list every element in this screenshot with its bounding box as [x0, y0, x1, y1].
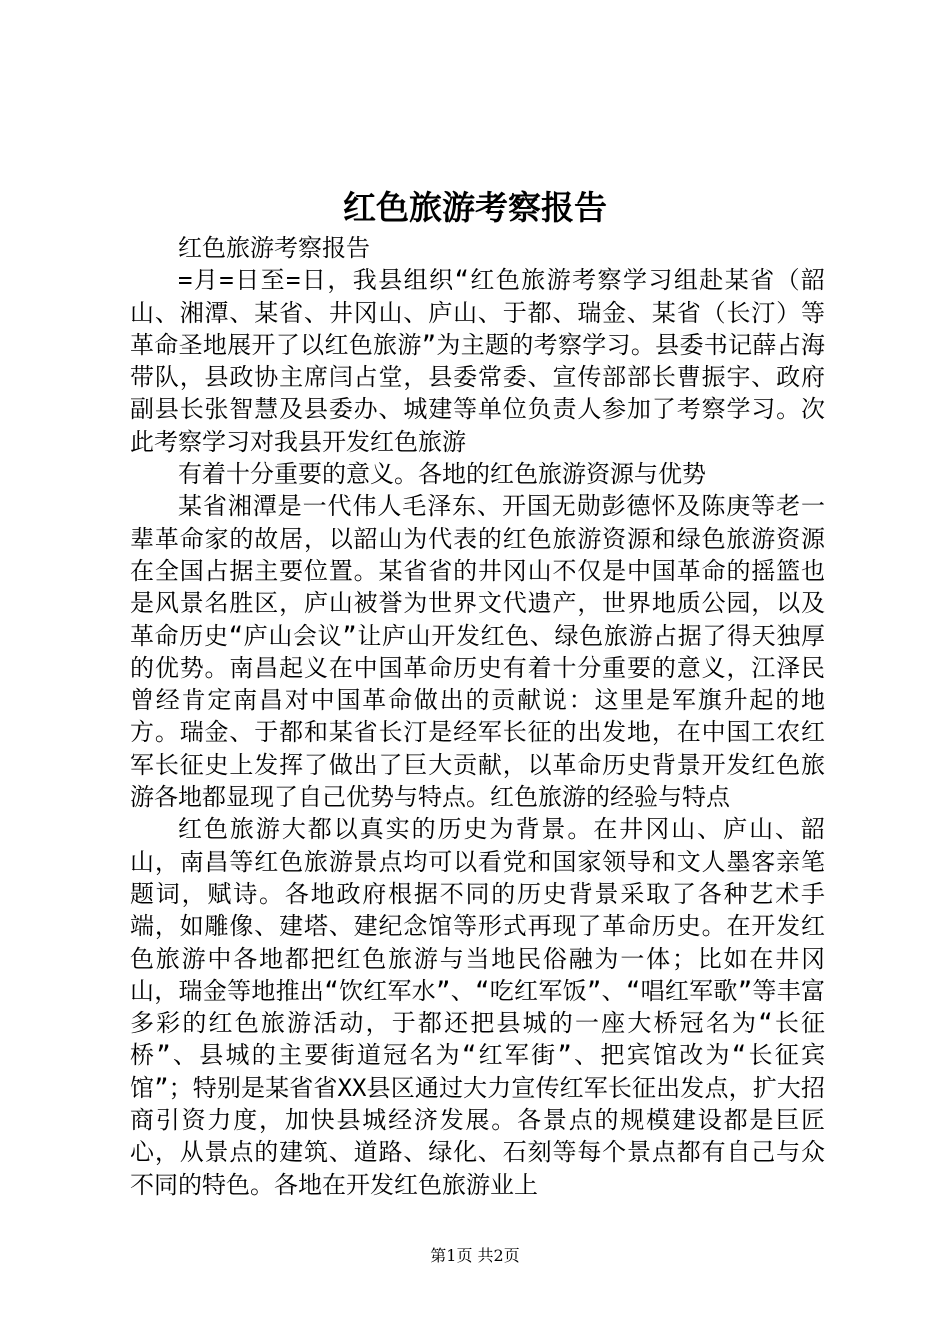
paragraph-features: 红色旅游大都以真实的历史为背景。在井冈山、庐山、韶山，南昌等红色旅游景点均可以看党和国家领导和文人墨客亲笔题词，赋诗。各地政府根据不同的历史背景采取了各种艺术手端，如雕像、建塔、建纪念馆等形式再现了革命历史。在开发红色旅游中各地都把红色旅游与当地民俗融为一体；比如在井冈山，瑞金等地推出“饮红军水”、“吃红军饭”、“唱红军歌”等丰富多彩的红色旅游活动，于都还把县城的一座大桥冠名为“长征桥”、县城的主要街道冠名为“红军街”、把宾馆改为“长征宾馆”；特别是某省省XX县区通过大力宣传红军长征出发点，扩大招商引资力度，加快县城经济发展。各景点的规模建设都是巨匠心，从景点的建筑、道路、绿化、石刻等每个景点都有自己与众不同的特色。各地在开发红色旅游业上 — [130, 815, 825, 1199]
paragraph-subtitle: 红色旅游考察报告 — [178, 234, 370, 262]
paragraph-intro: =月=日至=日，我县组织“红色旅游考察学习组赴某省（韶山、湘潭、某省、井冈山、庐山、于都、瑞金、某省（长汀）等革命圣地展开了以红色旅游”为主题的考察学习。县委书记薛占海带队，县政协主席闫占堂，县委常委、宣传部部长曹振宇、政府副县长张智慧及县委办、城建等单位负责人参加了考察学习。次此考察学习对我县开发红色旅游 — [130, 266, 825, 456]
paragraph-resources: 某省湘潭是一代伟人毛泽东、开国无勋彭德怀及陈庚等老一辈革命家的故居，以韶山为代表的红色旅游资源和绿色旅游资源在全国占据主要位置。某省省的井冈山不仅是中国革命的摇篮也是风景名胜区，庐山被誉为世界文代遗产，世界地质公园，以及革命历史“庐山会议”让庐山开发红色、绿色旅游占据了得天独厚的优势。南昌起义在中国革命历史有着十分重要的意义，江泽民曾经肯定南昌对中国革命做出的贡献说：这里是军旗升起的地方。瑞金、于都和某省长汀是经军长征的出发地，在中国工农红军长征史上发挥了做出了巨大贡献，以革命历史背景开发红色旅游各地都显现了自己优势与特点。红色旅游的经验与特点 — [130, 492, 825, 812]
paragraph-significance: 有着十分重要的意义。各地的红色旅游资源与优势 — [178, 460, 706, 489]
document-body — [130, 232, 825, 1201]
document-title: 红色旅游考察报告 — [343, 188, 607, 227]
page-footer: 第1页 共2页 — [430, 1246, 520, 1265]
